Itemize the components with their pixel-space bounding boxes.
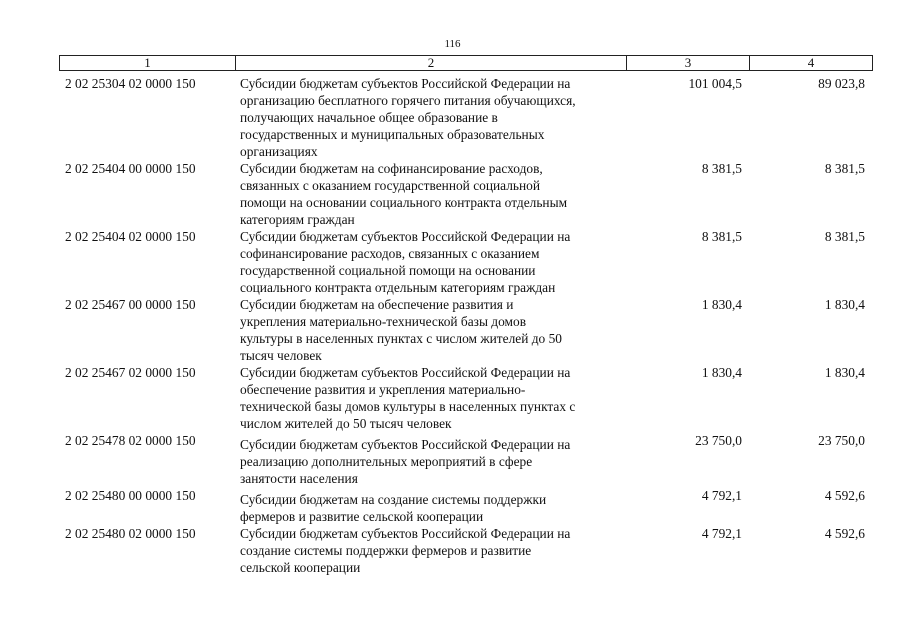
amount-col-3: 23 750,0 bbox=[695, 433, 742, 448]
description-line: связанных с оказанием государственной социальной bbox=[240, 178, 541, 193]
amount-col-4: 23 750,0 bbox=[818, 433, 865, 448]
table-row bbox=[59, 296, 873, 364]
description-line: Субсидии бюджетам субъектов Российской Федерации на bbox=[240, 437, 571, 452]
table-row bbox=[59, 75, 873, 160]
amount-col-3: 8 381,5 bbox=[701, 161, 742, 176]
amount-col-4: 4 592,6 bbox=[824, 488, 865, 503]
description-line: помощи на основании социального контракта отдельным bbox=[240, 195, 568, 210]
description-line: категориям граждан bbox=[240, 212, 355, 227]
description-line: создание системы поддержки фермеров и развитие bbox=[240, 543, 532, 558]
amount-col-4: 89 023,8 bbox=[818, 76, 865, 91]
description-line: Субсидии бюджетам на создание системы поддержки bbox=[240, 492, 547, 507]
description-line: получающих начальное общее образование в bbox=[240, 110, 498, 125]
column-header-2: 2 bbox=[235, 56, 626, 70]
description-line: софинансирование расходов, связанных с оказанием bbox=[240, 246, 540, 261]
description-line: занятости населения bbox=[240, 471, 358, 486]
income-code: 2 02 25480 00 0000 150 bbox=[65, 488, 196, 503]
description-line: культуры в населенных пунктах с числом жителей до 50 bbox=[240, 331, 562, 346]
description-line: Субсидии бюджетам субъектов Российской Федерации на bbox=[240, 76, 571, 91]
page-number: 116 bbox=[444, 38, 461, 50]
description-line: Субсидии бюджетам субъектов Российской Федерации на bbox=[240, 365, 571, 380]
table-row bbox=[59, 228, 873, 296]
amount-col-3: 1 830,4 bbox=[701, 365, 742, 380]
description-line: государственных и муниципальных образовательных bbox=[240, 127, 545, 142]
description-line: укрепления материально-технической базы домов bbox=[240, 314, 527, 329]
amount-col-4: 8 381,5 bbox=[824, 229, 865, 244]
table-row bbox=[59, 525, 873, 576]
amount-col-4: 1 830,4 bbox=[824, 297, 865, 312]
income-description bbox=[234, 228, 625, 296]
income-code: 2 02 25467 02 0000 150 bbox=[65, 365, 196, 380]
income-code: 2 02 25404 00 0000 150 bbox=[65, 161, 196, 176]
income-description bbox=[234, 75, 625, 160]
income-code: 2 02 25480 02 0000 150 bbox=[65, 526, 196, 541]
income-code: 2 02 25478 02 0000 150 bbox=[65, 433, 196, 448]
amount-col-4: 8 381,5 bbox=[824, 161, 865, 176]
description-line: обеспечение развития и укрепления материально- bbox=[240, 382, 526, 397]
income-description bbox=[234, 160, 625, 228]
description-line: сельской кооперации bbox=[240, 560, 361, 575]
income-code: 2 02 25467 00 0000 150 bbox=[65, 297, 196, 312]
amount-col-4: 4 592,6 bbox=[824, 526, 865, 541]
description-line: организациях bbox=[240, 144, 318, 159]
column-header-1: 1 bbox=[144, 55, 151, 70]
table-row bbox=[59, 432, 873, 487]
column-header-4: 4 bbox=[749, 56, 872, 70]
description-line: технической базы домов культуры в населенных пунктах с bbox=[240, 399, 576, 414]
description-line: числом жителей до 50 тысяч человек bbox=[240, 416, 452, 431]
description-line: Субсидии бюджетам на обеспечение развития и bbox=[240, 297, 514, 312]
table-row bbox=[59, 487, 873, 525]
income-description bbox=[234, 432, 625, 487]
description-line: Субсидии бюджетам на софинансирование расходов, bbox=[240, 161, 543, 176]
description-line: Субсидии бюджетам субъектов Российской Федерации на bbox=[240, 229, 571, 244]
description-line: Субсидии бюджетам субъектов Российской Федерации на bbox=[240, 526, 571, 541]
income-description bbox=[234, 525, 625, 576]
table-row bbox=[59, 364, 873, 432]
description-line: социального контракта отдельным категориям граждан bbox=[240, 280, 556, 295]
description-line: государственной социальной помощи на основании bbox=[240, 263, 536, 278]
description-line: фермеров и развитие сельской кооперации bbox=[240, 509, 484, 524]
income-description bbox=[234, 364, 625, 432]
table-header-row bbox=[59, 55, 873, 71]
description-line: организацию бесплатного горячего питания обучающихся, bbox=[240, 93, 576, 108]
table-body bbox=[59, 75, 873, 576]
description-line: тысяч человек bbox=[240, 348, 322, 363]
table-row bbox=[59, 160, 873, 228]
column-header-3: 3 bbox=[626, 56, 749, 70]
income-code: 2 02 25404 02 0000 150 bbox=[65, 229, 196, 244]
amount-col-3: 8 381,5 bbox=[701, 229, 742, 244]
income-description bbox=[234, 296, 625, 364]
amount-col-4: 1 830,4 bbox=[824, 365, 865, 380]
amount-col-3: 4 792,1 bbox=[701, 488, 742, 503]
description-line: реализацию дополнительных мероприятий в сфере bbox=[240, 454, 533, 469]
amount-col-3: 4 792,1 bbox=[701, 526, 742, 541]
amount-col-3: 101 004,5 bbox=[688, 76, 742, 91]
income-code: 2 02 25304 02 0000 150 bbox=[65, 76, 196, 91]
amount-col-3: 1 830,4 bbox=[701, 297, 742, 312]
income-description bbox=[234, 487, 625, 525]
